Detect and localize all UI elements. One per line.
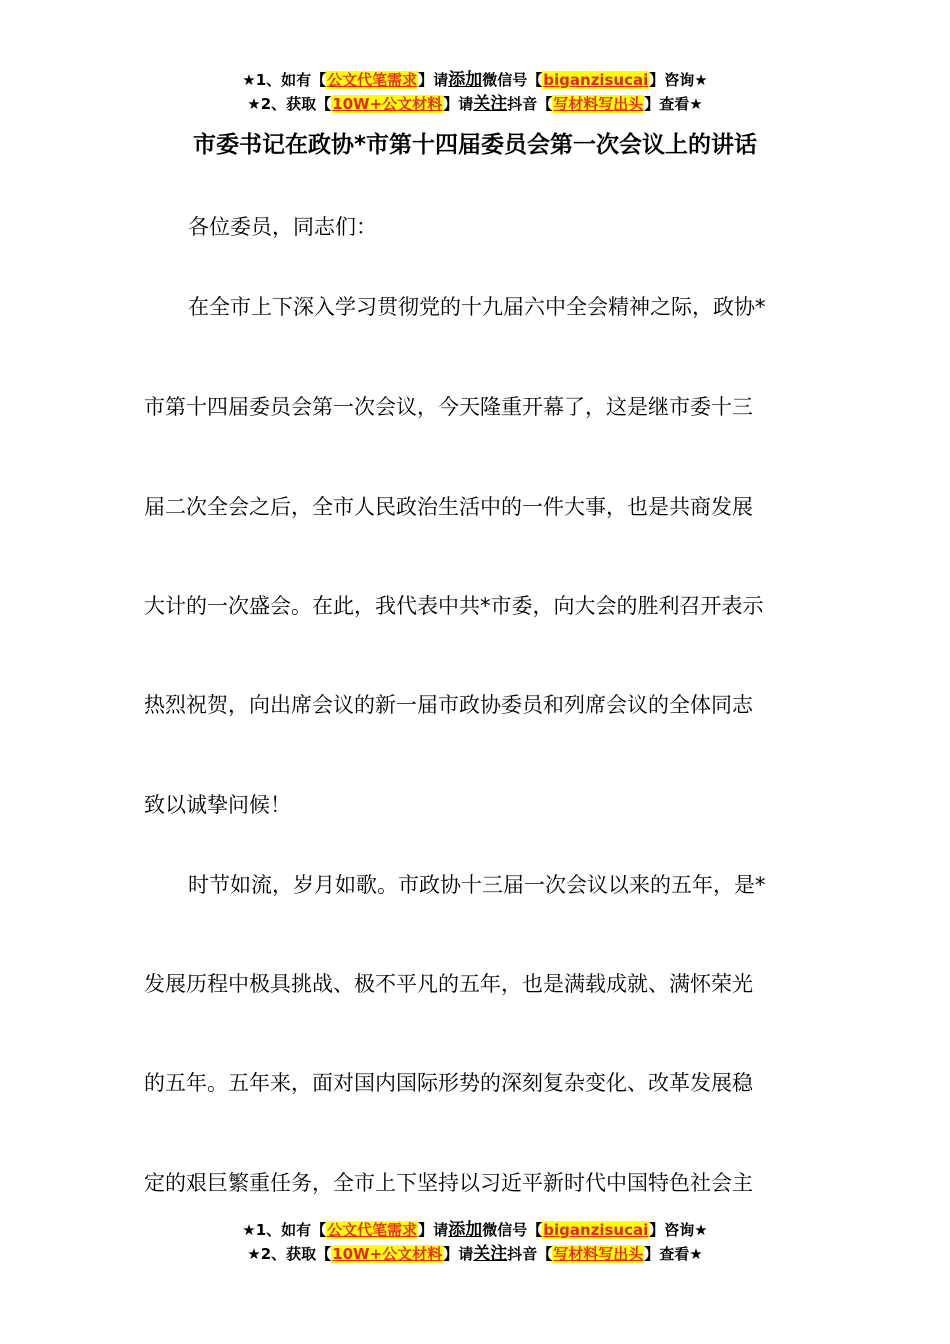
banner-text: 抖音【: [507, 95, 553, 113]
body-line: 致以诚挚问候！: [144, 793, 291, 817]
banner-text: 】请: [418, 71, 449, 89]
body-line: 届二次全会之后，全市人民政治生活中的一件大事，也是共商发展: [144, 495, 753, 519]
banner-text: ★2、获取【: [247, 1245, 332, 1263]
emphasis-text: 添加: [448, 1220, 483, 1240]
banner-text: 微信号【: [482, 1221, 543, 1239]
banner-text: 微信号【: [482, 71, 543, 89]
body-line: 的五年。五年来，面对国内国际形势的深刻复杂变化、改革发展稳: [144, 1071, 753, 1095]
banner-text: ★2、获取【: [247, 95, 332, 113]
header-banner: [0, 68, 950, 116]
highlight-tag: 10W+公文材料: [332, 1245, 443, 1263]
banner-text: ★1、如有【: [242, 1221, 327, 1239]
body-line: 发展历程中极具挑战、极不平凡的五年，也是满载成就、满怀荣光: [144, 972, 753, 996]
body-line: 热烈祝贺，向出席会议的新一届市政协委员和列席会议的全体同志: [144, 693, 753, 717]
douyin-account: 写材料写出头: [553, 95, 644, 113]
banner-line-follow: [0, 1242, 950, 1266]
body-line: 市第十四届委员会第一次会议，今天隆重开幕了，这是继市委十三: [144, 395, 753, 419]
banner-line-consult: [0, 68, 950, 92]
emphasis-text: 关注: [473, 94, 508, 114]
banner-text: 】咨询★: [649, 71, 708, 89]
banner-text: 】查看★: [644, 95, 703, 113]
salutation: 各位委员，同志们：: [188, 215, 377, 239]
highlight-tag: 10W+公文材料: [332, 95, 443, 113]
banner-text: 】请: [443, 1245, 474, 1263]
highlight-tag: 公文代笔需求: [327, 71, 418, 89]
banner-text: 】咨询★: [649, 1221, 708, 1239]
banner-text: ★1、如有【: [242, 71, 327, 89]
highlight-tag: 公文代笔需求: [327, 1221, 418, 1239]
banner-text: 】请: [443, 95, 474, 113]
body-line: 大计的一次盛会。在此，我代表中共*市委，向大会的胜利召开表示: [144, 594, 764, 618]
banner-line-follow: [0, 92, 950, 116]
document-title: 市委书记在政协*市第十四届委员会第一次会议上的讲话: [192, 132, 758, 158]
wechat-id: biganzisucai: [543, 1221, 649, 1239]
body-line: 定的艰巨繁重任务，全市上下坚持以习近平新时代中国特色社会主: [144, 1171, 753, 1195]
banner-text: 】请: [418, 1221, 449, 1239]
douyin-account: 写材料写出头: [553, 1245, 644, 1263]
body-line: 时节如流，岁月如歌。市政协十三届一次会议以来的五年，是*: [188, 873, 766, 897]
banner-text: 】查看★: [644, 1245, 703, 1263]
emphasis-text: 添加: [448, 70, 483, 90]
footer-banner: [0, 1218, 950, 1266]
body-line: 在全市上下深入学习贯彻党的十九届六中全会精神之际，政协*: [188, 295, 766, 319]
banner-text: 抖音【: [507, 1245, 553, 1263]
wechat-id: biganzisucai: [543, 71, 649, 89]
emphasis-text: 关注: [473, 1244, 508, 1264]
banner-line-consult: [0, 1218, 950, 1242]
